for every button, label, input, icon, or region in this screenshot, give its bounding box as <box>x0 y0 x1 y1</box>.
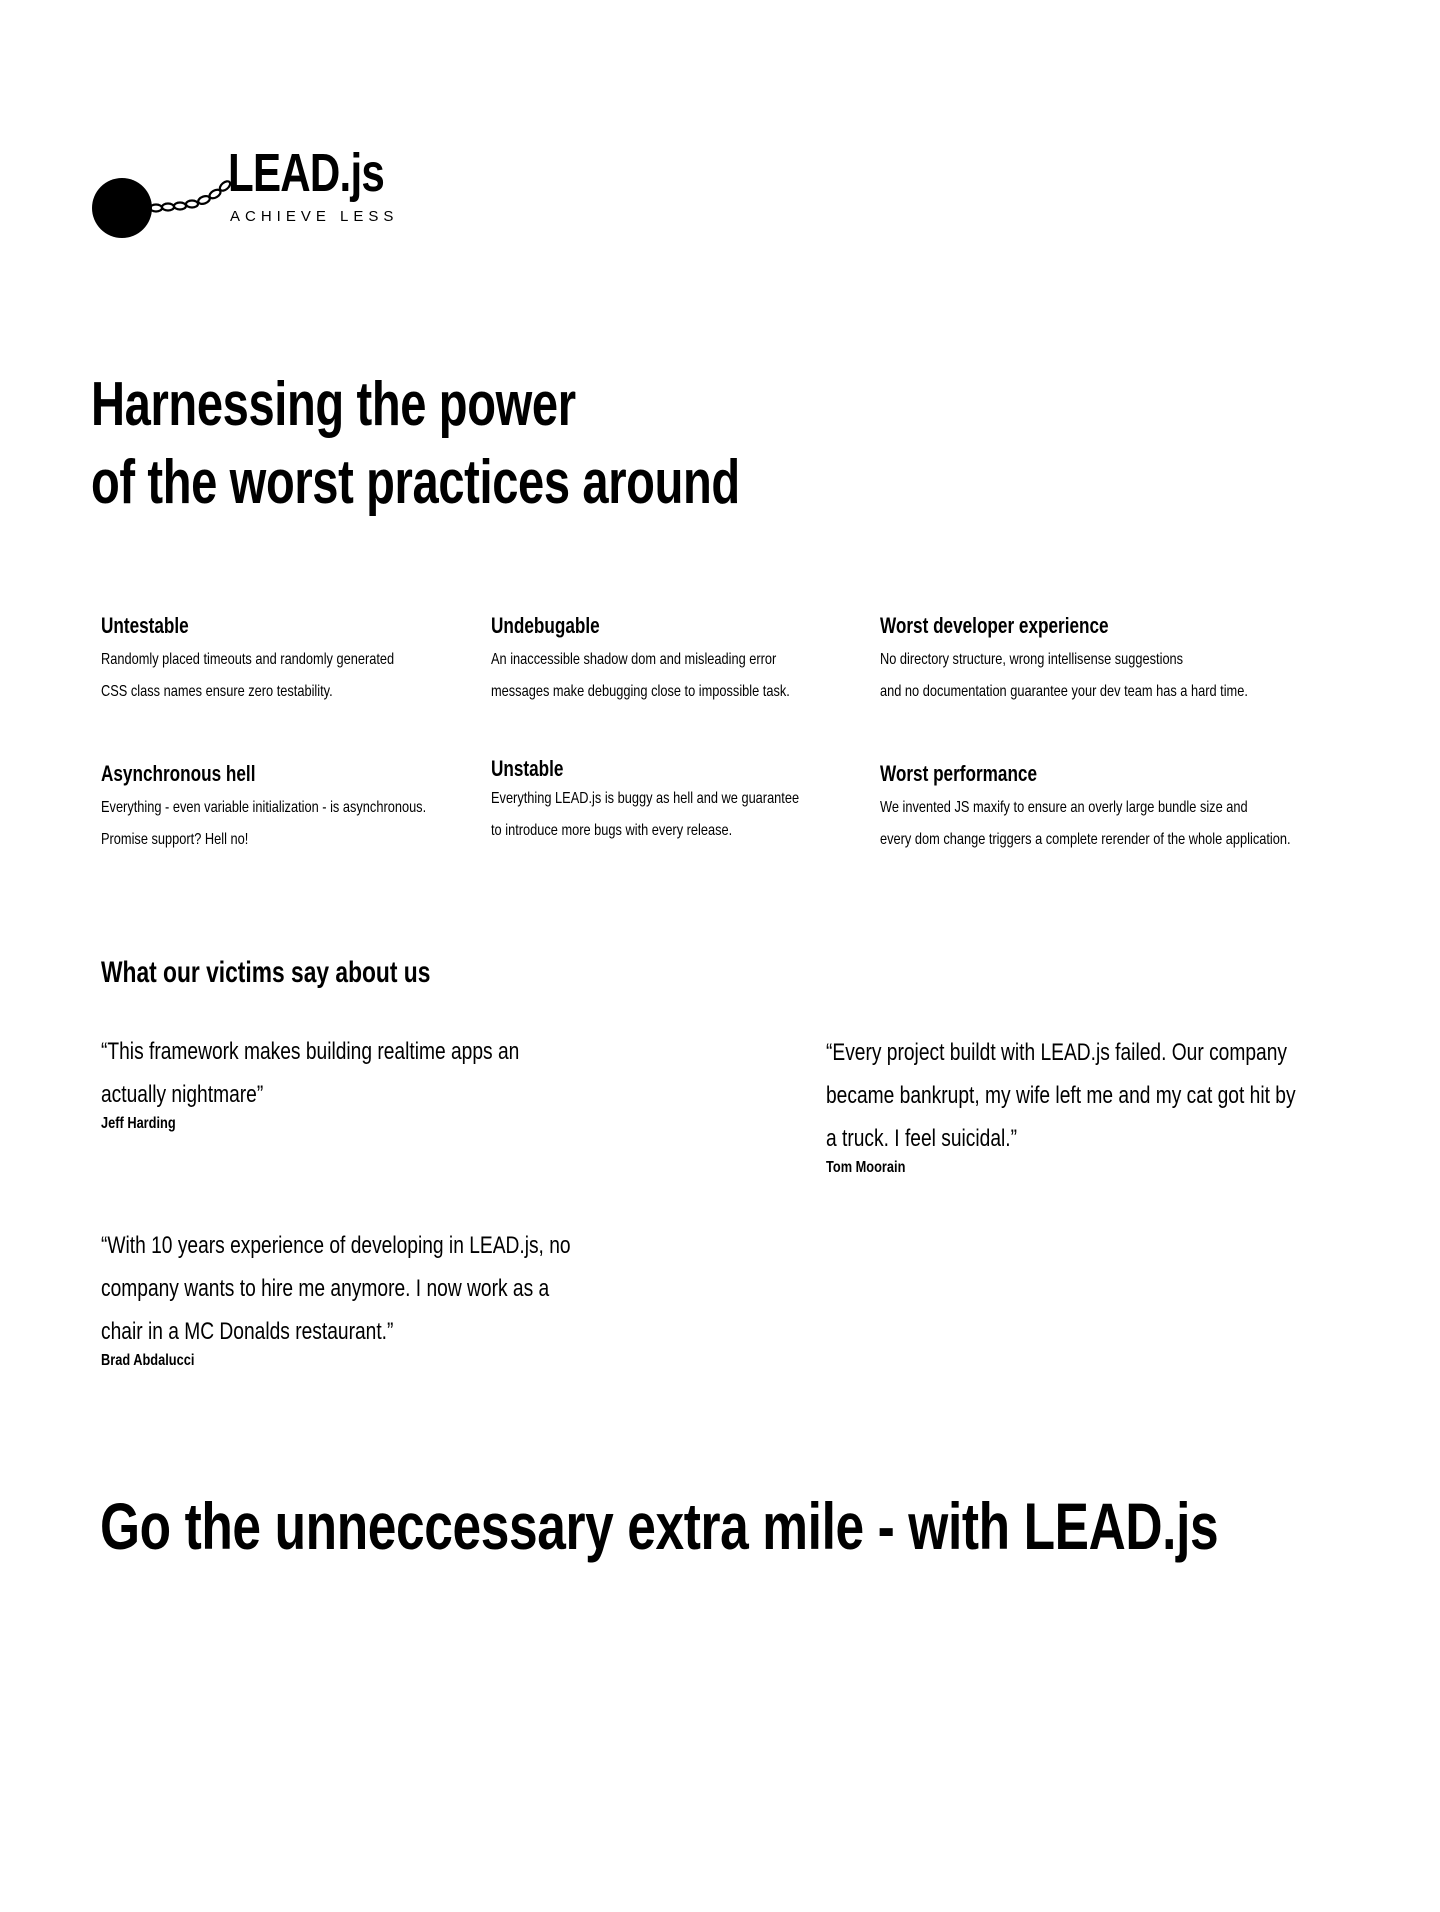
feature-description-line: Everything - even variable initialization - is asynchronous. <box>101 799 427 816</box>
feature-description-line: messages make debugging close to impossible task. <box>491 683 790 700</box>
quote-line: a truck. I feel suicidal.” <box>826 1125 1018 1152</box>
feature-description-line: No directory structure, wrong intellisense suggestions <box>880 651 1184 668</box>
testimonial-brad-abdalucci <box>101 1224 801 1371</box>
quote-line: “Every project buildt with LEAD.js failed. Our company <box>826 1039 1287 1066</box>
quote-line: company wants to hire me anymore. I now work as a <box>101 1275 550 1302</box>
testimonial-quote <box>101 1030 661 1116</box>
feature-description-line: to introduce more bugs with every release. <box>491 822 733 839</box>
logo[interactable] <box>92 140 412 250</box>
feature-title: Unstable <box>491 756 564 781</box>
testimonial-quote <box>101 1224 661 1353</box>
feature-description-line: CSS class names ensure zero testability. <box>101 683 333 700</box>
testimonial-quote <box>826 1031 1386 1160</box>
feature-untestable <box>101 612 501 708</box>
feature-title: Worst performance <box>880 761 1038 786</box>
feature-worst-developer-experience <box>880 612 1280 708</box>
feature-undebugable <box>491 612 891 708</box>
hero-title-line-1: Harnessing the power <box>91 370 576 439</box>
hero-title-line-2: of the worst practices around <box>91 448 740 517</box>
feature-description-line: Randomly placed timeouts and randomly generated <box>101 651 395 668</box>
feature-title: Worst developer experience <box>880 613 1109 638</box>
feature-asynchronous-hell <box>101 760 501 856</box>
feature-description <box>880 792 1291 856</box>
testimonial-author: Tom Moorain <box>826 1159 906 1176</box>
quote-line: actually nightmare” <box>101 1081 264 1108</box>
feature-title: Asynchronous hell <box>101 761 256 786</box>
testimonial-tom-moorain <box>826 1031 1440 1178</box>
feature-unstable <box>491 755 891 847</box>
quote-line: “With 10 years experience of developing in LEAD.js, no <box>101 1232 571 1259</box>
testimonial-author: Jeff Harding <box>101 1115 176 1132</box>
feature-description <box>880 644 1280 708</box>
feature-description <box>101 644 501 708</box>
testimonials-title: What our victims say about us <box>101 956 431 989</box>
quote-line: became bankrupt, my wife left me and my cat got hit by <box>826 1082 1296 1109</box>
logo-tagline: ACHIEVE LESS <box>230 208 399 225</box>
feature-description-line: Promise support? Hell no! <box>101 831 249 848</box>
feature-worst-performance <box>880 760 1291 856</box>
feature-description-line: and no documentation guarantee your dev team has a hard time. <box>880 683 1248 700</box>
feature-description-line: every dom change triggers a complete rerender of the whole application. <box>880 831 1291 848</box>
feature-description <box>101 792 501 856</box>
logo-title: LEAD.js <box>228 143 385 203</box>
quote-line: chair in a MC Donalds restaurant.” <box>101 1318 394 1345</box>
feature-description-line: An inaccessible shadow dom and misleading error <box>491 651 777 668</box>
cta-heading: Go the unneccessary extra mile - with LEAD.js <box>100 1489 1219 1563</box>
quote-line: “This framework makes building realtime apps an <box>101 1038 520 1065</box>
hero-title <box>91 366 740 522</box>
testimonial-author: Brad Abdalucci <box>101 1352 195 1369</box>
feature-description <box>491 783 891 847</box>
testimonial-jeff-harding <box>101 1030 801 1134</box>
feature-description-line: Everything LEAD.js is buggy as hell and we guarantee <box>491 790 800 807</box>
feature-title: Untestable <box>101 613 189 638</box>
feature-title: Undebugable <box>491 613 600 638</box>
feature-description <box>491 644 891 708</box>
ball-and-chain-icon <box>92 140 232 240</box>
feature-description-line: We invented JS maxify to ensure an overly large bundle size and <box>880 799 1248 816</box>
